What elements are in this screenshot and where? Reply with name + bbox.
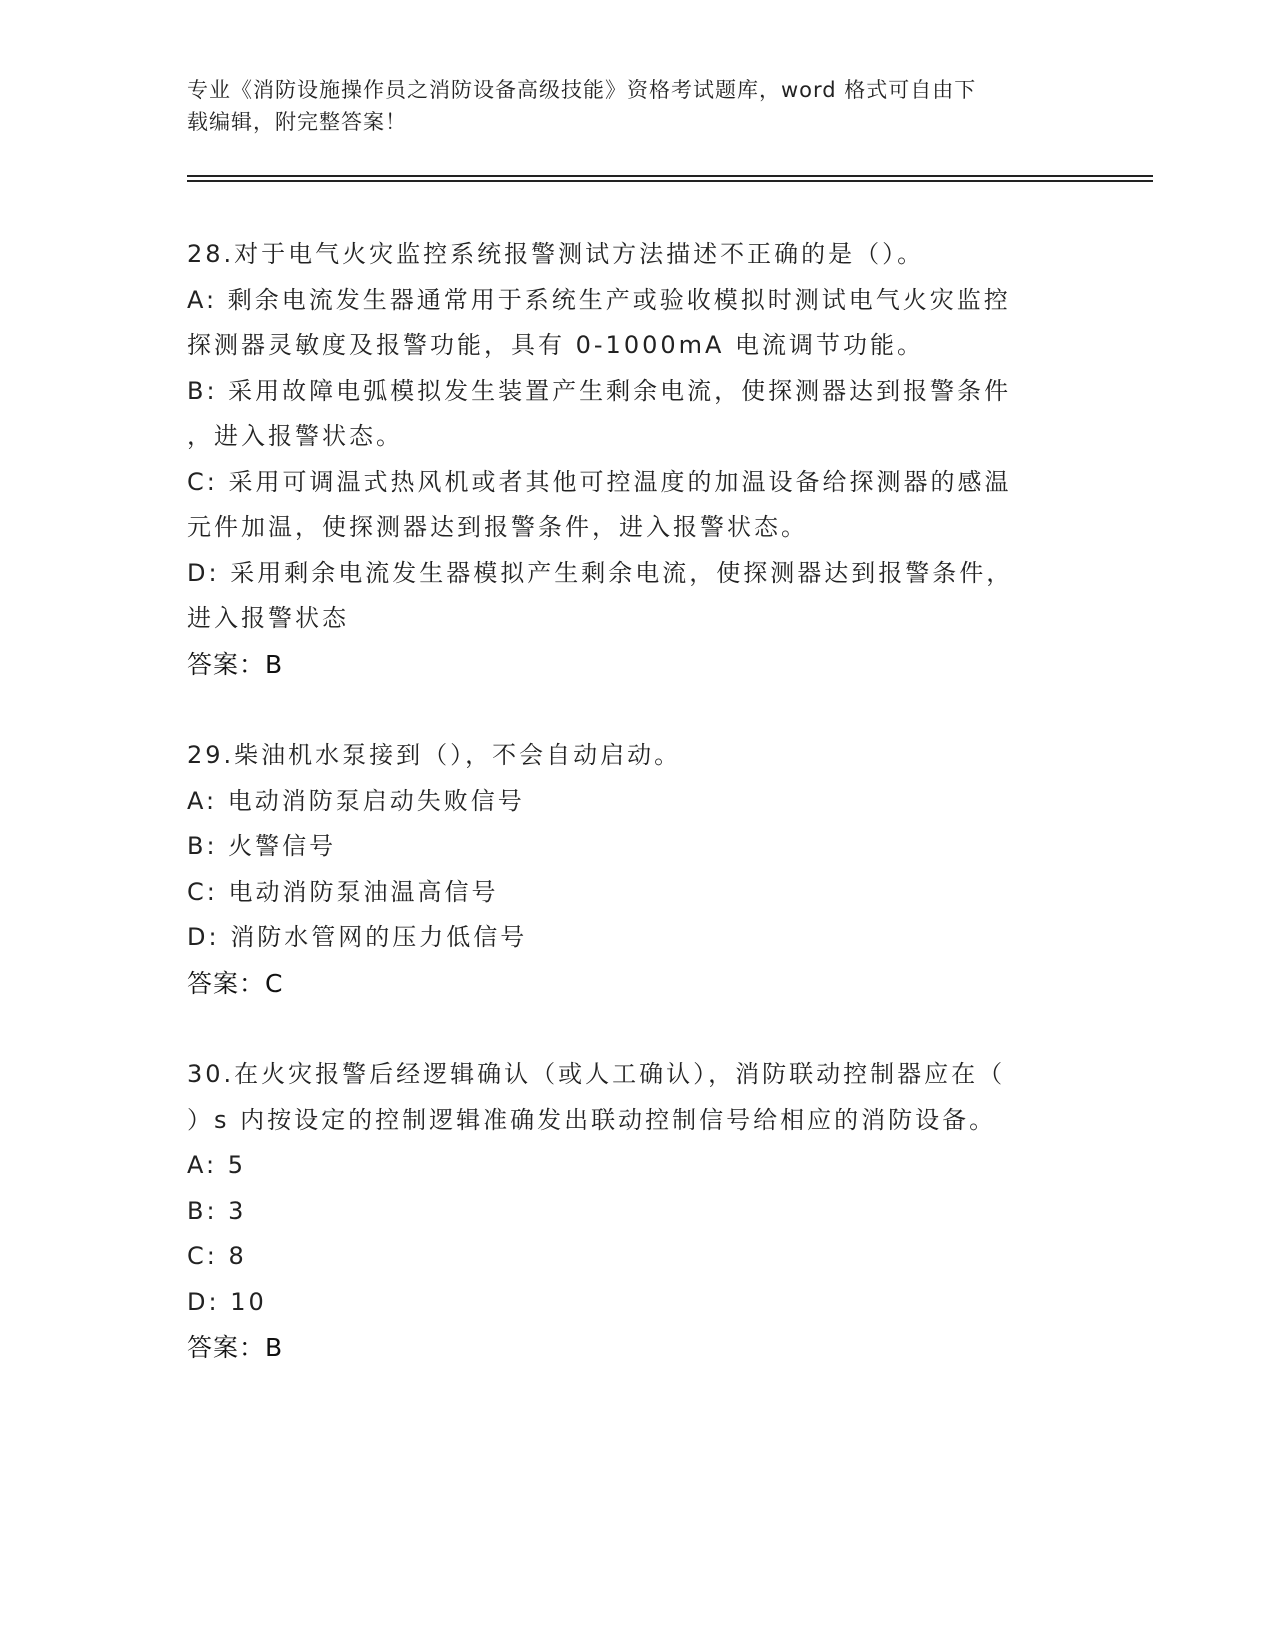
question-stem: 28.对于电气火灾监控系统报警测试方法描述不正确的是（）。 [187,240,925,268]
option-a-cont: 探测器灵敏度及报警功能，具有 0-1000mA 电流调节功能。 [187,331,925,359]
option-b: B: 3 [187,1196,247,1225]
option-c: C: 电动消防泵油温高信号 [187,877,499,906]
answer: 答案：B [187,1333,284,1362]
header-line-2: 载编辑，附完整答案！ [187,110,407,134]
header-divider-top [187,175,1153,177]
answer: 答案：B [187,649,284,679]
option-c-cont: 元件加温，使探测器达到报警条件，进入报警状态。 [187,513,808,541]
option-b: B: 采用故障电弧模拟发生装置产生剩余电流，使探测器达到报警条件 [187,376,1012,405]
option-a: A: 剩余电流发生器通常用于系统生产或验收模拟时测试电气火灾监控 [187,285,1011,314]
option-a: A: 5 [187,1151,246,1179]
option-d-cont: 进入报警状态 [187,604,349,632]
question-stem: 29.柴油机水泵接到（），不会自动启动。 [187,741,682,769]
option-d: D: 消防水管网的压力低信号 [187,923,528,951]
question-stem-cont: ）s 内按设定的控制逻辑准确发出联动控制信号给相应的消防设备。 [187,1105,997,1134]
question-list [187,232,1087,1371]
option-a: A: 电动消防泵启动失败信号 [187,786,525,815]
option-d: D: 10 [187,1287,267,1316]
header-divider-bottom [187,180,1153,182]
option-c: C: 采用可调温式热风机或者其他可控温度的加温设备给探测器的感温 [187,467,1012,496]
header-line-1: 专业《消防设施操作员之消防设备高级技能》资格考试题库，word 格式可自由下 [187,78,977,102]
option-b: B: 火警信号 [187,832,337,860]
answer: 答案：C [187,968,284,998]
question-30 [187,1052,1087,1371]
question-29 [187,733,1087,1006]
question-28 [187,232,1087,687]
question-stem: 30.在火灾报警后经逻辑确认（或人工确认），消防联动控制器应在（ [187,1060,1006,1088]
document-header [187,74,1067,138]
option-d: D: 采用剩余电流发生器模拟产生剩余电流，使探测器达到报警条件， [187,558,1014,587]
option-c: C: 8 [187,1242,247,1270]
option-b-cont: ，进入报警状态。 [187,422,403,450]
